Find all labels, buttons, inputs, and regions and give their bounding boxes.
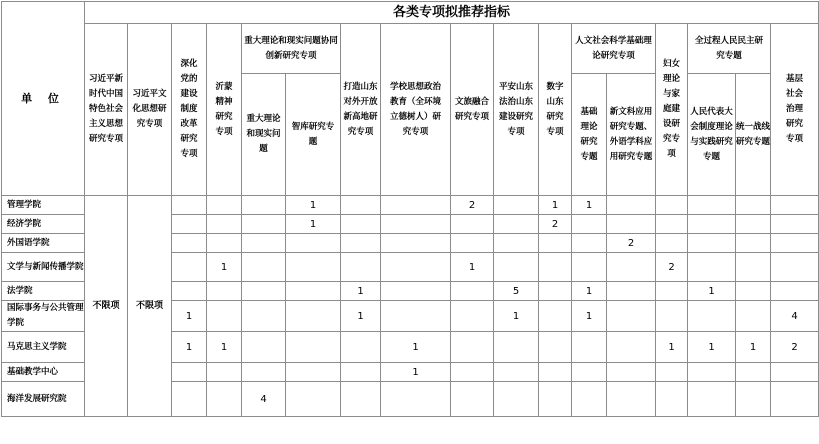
unit-name-cell: 管理学院 — [2, 196, 85, 215]
quota-cell — [607, 382, 656, 417]
quota-cell: 2 — [607, 234, 656, 253]
quota-cell: 1 — [341, 282, 381, 301]
quota-cell: 2 — [451, 196, 494, 215]
col-xi-culture: 习近平文化思想研究专项 — [128, 24, 172, 196]
quota-cell — [688, 253, 736, 282]
table-row — [2, 196, 819, 215]
quota-cell — [381, 253, 451, 282]
quota-cell — [607, 301, 656, 332]
quota-cell — [451, 382, 494, 417]
quota-cell — [771, 253, 819, 282]
quota-cell — [656, 234, 688, 253]
quota-cell — [656, 382, 688, 417]
quota-cell — [539, 301, 572, 332]
quota-cell — [172, 363, 207, 382]
col-digital-shandong: 数字山东研究专项 — [539, 24, 572, 196]
quota-cell — [172, 234, 207, 253]
quota-cell — [207, 196, 242, 215]
quota-cell — [242, 301, 286, 332]
quota-cell — [656, 301, 688, 332]
quota-cell — [341, 253, 381, 282]
quota-cell — [771, 215, 819, 234]
col-basic-theory: 基础理论研究专题 — [572, 74, 607, 196]
unit-column-header: 单 位 — [2, 2, 85, 196]
quota-cell — [688, 234, 736, 253]
quota-cell: 5 — [494, 282, 539, 301]
quota-cell — [286, 282, 341, 301]
quota-cell — [572, 332, 607, 363]
unit-name-cell: 经济学院 — [2, 215, 85, 234]
quota-cell: 1 — [572, 282, 607, 301]
unit-name-cell: 法学院 — [2, 282, 85, 301]
quota-cell: 1 — [381, 332, 451, 363]
quota-cell — [494, 215, 539, 234]
col-ideological-education: 学校思想政治教育（全环境立德树人）研究专项 — [381, 24, 451, 196]
quota-cell — [286, 382, 341, 417]
quota-cell — [656, 282, 688, 301]
quota-cell: 2 — [656, 253, 688, 282]
quota-cell — [286, 253, 341, 282]
quota-cell: 1 — [688, 282, 736, 301]
quota-cell — [494, 332, 539, 363]
quota-cell — [242, 253, 286, 282]
col-shandong-opening: 打造山东对外开放新高地研究专项 — [341, 24, 381, 196]
quota-cell: 1 — [286, 196, 341, 215]
quota-cell — [688, 301, 736, 332]
quota-cell — [341, 215, 381, 234]
quota-cell — [539, 253, 572, 282]
quota-cell: 1 — [341, 301, 381, 332]
quota-cell — [451, 301, 494, 332]
quota-cell — [494, 363, 539, 382]
quota-cell — [539, 282, 572, 301]
quota-cell — [172, 253, 207, 282]
quota-cell — [539, 234, 572, 253]
quota-cell — [341, 332, 381, 363]
quota-cell — [656, 196, 688, 215]
quota-cell — [572, 234, 607, 253]
quota-cell: 1 — [172, 301, 207, 332]
quota-cell — [286, 363, 341, 382]
quota-cell — [771, 363, 819, 382]
quota-cell — [656, 215, 688, 234]
quota-cell: 1 — [172, 332, 207, 363]
quota-cell: 2 — [771, 332, 819, 363]
col-major-theory: 重大理论和现实问题 — [242, 74, 286, 196]
col-rule-of-law: 平安山东法治山东建设研究专项 — [494, 24, 539, 196]
quota-cell — [736, 363, 771, 382]
col-people-congress: 人民代表大会制度理论与实践研究专题 — [688, 74, 736, 196]
quota-cell — [381, 282, 451, 301]
quota-cell — [688, 196, 736, 215]
quota-cell — [572, 253, 607, 282]
quota-cell — [341, 196, 381, 215]
quota-cell — [736, 382, 771, 417]
quota-cell — [242, 332, 286, 363]
quota-cell — [207, 382, 242, 417]
quota-cell — [572, 382, 607, 417]
quota-cell — [451, 282, 494, 301]
quota-cell — [451, 234, 494, 253]
quota-cell — [286, 301, 341, 332]
unit-name-cell: 文学与新闻传播学院 — [2, 253, 85, 282]
col-xi-thought: 习近平新时代中国特色社会主义思想研究专项 — [85, 24, 128, 196]
quota-cell — [771, 282, 819, 301]
unit-name-cell: 马克思主义学院 — [2, 332, 85, 363]
unlimited-quota-cell: 不限项 — [85, 196, 128, 417]
col-party-reform: 深化党的建设制度改革研究专项 — [172, 24, 207, 196]
col-group-major-issues: 重大理论和现实问题协同创新研究专项 — [242, 24, 341, 74]
quota-cell — [656, 363, 688, 382]
quota-cell — [207, 234, 242, 253]
quota-cell: 4 — [242, 382, 286, 417]
quota-cell — [207, 282, 242, 301]
quota-cell — [736, 196, 771, 215]
col-grassroots-governance: 基层社会治理研究专项 — [771, 24, 819, 196]
quota-cell — [381, 215, 451, 234]
quota-cell: 1 — [207, 253, 242, 282]
quota-cell — [494, 382, 539, 417]
quota-cell — [207, 363, 242, 382]
quota-cell — [539, 363, 572, 382]
quota-cell — [736, 215, 771, 234]
quota-cell — [688, 363, 736, 382]
quota-cell — [607, 215, 656, 234]
quota-cell — [736, 234, 771, 253]
quota-cell — [172, 282, 207, 301]
quota-cell — [771, 234, 819, 253]
quota-cell: 1 — [494, 301, 539, 332]
unlimited-quota-cell: 不限项 — [128, 196, 172, 417]
quota-cell — [771, 196, 819, 215]
quota-cell — [172, 196, 207, 215]
col-united-front: 统一战线研究专题 — [736, 74, 771, 196]
quota-cell — [341, 234, 381, 253]
quota-cell — [207, 301, 242, 332]
col-new-liberal-arts: 新文科应用研究专题、外语学科应用研究专题 — [607, 74, 656, 196]
quota-cell — [242, 215, 286, 234]
unit-name-cell: 海洋发展研究院 — [2, 382, 85, 417]
quota-cell — [451, 363, 494, 382]
quota-cell: 1 — [207, 332, 242, 363]
quota-cell — [494, 253, 539, 282]
quota-cell: 2 — [539, 215, 572, 234]
quota-cell — [607, 332, 656, 363]
quota-cell — [771, 382, 819, 417]
col-yimeng-spirit: 沂蒙精神研究专项 — [207, 24, 242, 196]
quota-cell — [572, 363, 607, 382]
quota-cell — [341, 382, 381, 417]
quota-cell — [207, 215, 242, 234]
quota-cell: 4 — [771, 301, 819, 332]
quota-cell — [381, 234, 451, 253]
quota-cell — [381, 196, 451, 215]
quota-cell — [242, 363, 286, 382]
recommendation-quota-table — [1, 1, 819, 417]
quota-cell — [607, 196, 656, 215]
col-think-tank: 智库研究专题 — [286, 74, 341, 196]
quota-cell: 1 — [688, 332, 736, 363]
unit-name-cell: 国际事务与公共管理学院 — [2, 301, 85, 332]
quota-cell — [381, 301, 451, 332]
col-culture-tourism: 文旅融合研究专项 — [451, 24, 494, 196]
quota-cell — [381, 382, 451, 417]
quota-cell — [607, 253, 656, 282]
col-women-family: 妇女理论与家庭建设研究专项 — [656, 24, 688, 196]
quota-cell — [539, 382, 572, 417]
quota-cell — [286, 332, 341, 363]
quota-cell: 1 — [736, 332, 771, 363]
quota-cell — [607, 282, 656, 301]
quota-cell — [242, 234, 286, 253]
quota-cell: 1 — [286, 215, 341, 234]
quota-cell — [539, 332, 572, 363]
quota-cell — [572, 215, 607, 234]
quota-cell: 1 — [572, 196, 607, 215]
quota-cell — [736, 253, 771, 282]
quota-cell — [736, 301, 771, 332]
quota-cell — [172, 382, 207, 417]
quota-cell — [242, 196, 286, 215]
quota-cell — [688, 215, 736, 234]
quota-cell — [451, 215, 494, 234]
quota-cell — [172, 215, 207, 234]
quota-cell: 1 — [572, 301, 607, 332]
col-group-humanities: 人文社会科学基础理论研究专项 — [572, 24, 656, 74]
quota-cell: 1 — [656, 332, 688, 363]
quota-cell — [242, 282, 286, 301]
quota-cell — [494, 196, 539, 215]
unit-name-cell: 基础教学中心 — [2, 363, 85, 382]
quota-cell — [688, 382, 736, 417]
quota-cell — [736, 282, 771, 301]
quota-cell — [451, 332, 494, 363]
quota-cell: 1 — [451, 253, 494, 282]
quota-cell — [607, 363, 656, 382]
quota-cell: 1 — [381, 363, 451, 382]
table-title: 各类专项拟推荐指标 — [85, 2, 819, 24]
quota-cell — [286, 234, 341, 253]
unit-name-cell: 外国语学院 — [2, 234, 85, 253]
quota-cell — [341, 363, 381, 382]
quota-cell — [494, 234, 539, 253]
quota-cell: 1 — [539, 196, 572, 215]
col-group-democracy: 全过程人民民主研究专题 — [688, 24, 771, 74]
